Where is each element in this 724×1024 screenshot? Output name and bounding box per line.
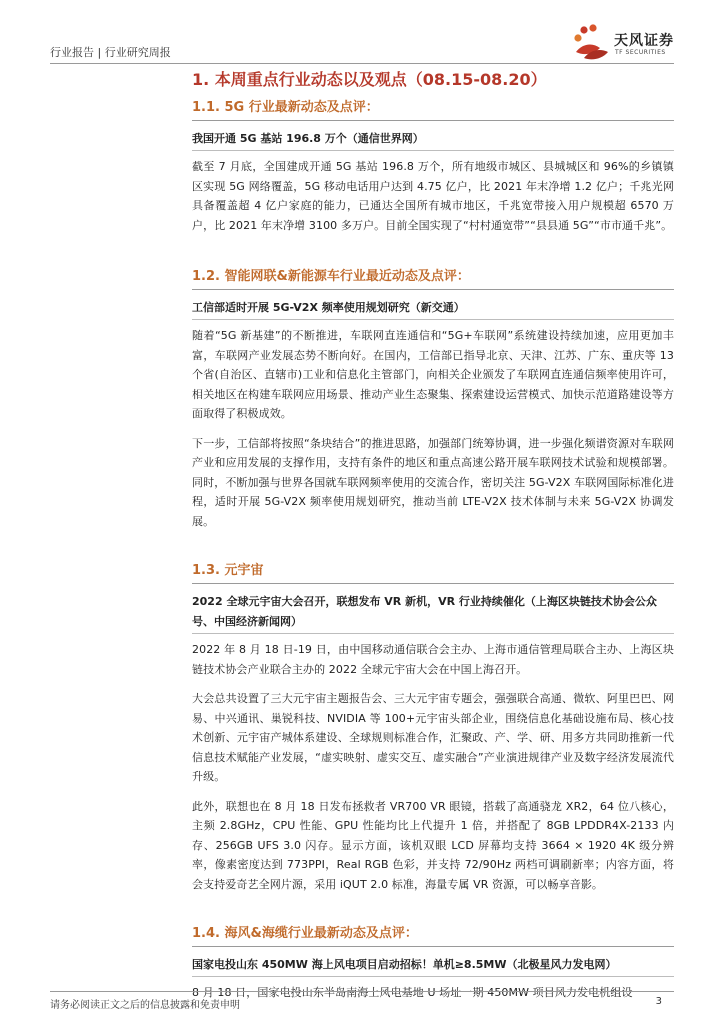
header-divider — [50, 63, 674, 64]
brand-name-en: TF SECURITIES — [615, 49, 666, 56]
news-headline-metaverse: 2022 全球元宇宙大会召开，联想发布 VR 新机，VR 行业持续催化（上海区块链技术协会公众号、中国经济新闻网） — [192, 595, 657, 628]
paragraph-connected-vehicles-2: 下一步，工信部将按照“条块结合”的推进思路，加强部门统筹协调，进一步强化频谱资源对车联网产业和应用发展的支撑作用，支持有条件的地区和重点高速公路开展车联网技术试验和规模部署。同时，不断加强与世界各国就车联网频率使用的交流合作，密切关注 5G-V2X 车联网国际标准化进程，适时开展 5G-V2X 频率使用规划研究，推动当前 LTE-V2X 技术体制与未来 5G-V2X 协调发展。 — [192, 436, 674, 528]
paragraph-offshore-wind-1: 8 月 18 日，国家电投山东半岛南海上风电基地 U 场址一期 450MW 项目风力发电机组设 — [192, 986, 633, 999]
brand-name-cn: 天风证券 — [614, 33, 674, 49]
page-number: 3 — [655, 996, 662, 1007]
news-headline-5g: 我国开通 5G 基站 196.8 万个（通信世界网） — [192, 132, 424, 145]
section-title: 1. 本周重点行业动态以及观点（08.15-08.20） — [192, 70, 547, 89]
news-headline-offshore-wind: 国家电投山东 450MW 海上风电项目启动招标！单机≥8.5MW（北极星风力发电网） — [192, 958, 617, 971]
report-header-label: 行业报告 | 行业研究周报 — [50, 46, 171, 59]
paragraph-metaverse-1: 2022 年 8 月 18 日-19 日，由中国移动通信联合会主办、上海市通信管理局联合主办、上海区块链技术协会产业联合主办的 2022 全球元宇宙大会在中国上海召开。 — [192, 643, 674, 676]
subsection-title-offshore-wind: 1.4. 海风&海缆行业最新动态及点评： — [192, 926, 418, 941]
subsection-title-metaverse: 1.3. 元宇宙 — [192, 563, 264, 578]
subsection-title-5g: 1.1. 5G 行业最新动态及点评： — [192, 100, 379, 115]
paragraph-metaverse-2: 大会总共设置了三大元宇宙主题报告会、三大元宇宙专题会，强强联合高通、微软、阿里巴巴、网易、中兴通讯、巢锐科技、NVIDIA 等 100+元宇宙头部企业，围绕信息化基础设施布局、核心技术创新、元宇宙产城体系建设、全球规则标准合作，汇聚政、产、学、研、用多方共同助推新一代信息技术赋能产业发展，“虚实映射、虚实交互、虚实融合”产业演进规律产业及数字经济发展流代升级。 — [192, 692, 674, 783]
footer-divider — [50, 991, 674, 992]
paragraph-connected-vehicles-1: 随着“5G 新基建”的不断推进，车联网直连通信和“5G+车联网”系统建设持续加速，应用更加丰富，车联网产业发展态势不断向好。在国内，工信部已指导北京、天津、江苏、广东、重庆等 13 个省(自治区、直辖市)工业和信息化主管部门，向相关企业颁发了车联网直连通信频率使用许可，相关地区在构建车联网应用场景、推动产业生态聚集、探索建设运营模式、加快示范道路建设等方面取得了积极成效。 — [192, 329, 674, 420]
paragraph-metaverse-3: 此外，联想也在 8 月 18 日发布拯救者 VR700 VR 眼镜，搭载了高通骁龙 XR2，64 位八核心，主频 2.8GHz，CPU 性能、GPU 性能均比上代提升 1 倍，并搭配了 8GB LPDDR4X-2133 内存、256GB UFS 3.0 闪存。显示方面，该机双眼 LCD 屏幕均支持 3664 × 1920 4K 级分辨率，像素密度达到 773PPI，Real RGB 色彩，并支持 72/90Hz 两档可调刷新率；内容方面，将会支持爱奇艺全网片源，采用 iQUT 2.0 标准，海量专属 VR 资源，可以畅享音影。 — [192, 799, 674, 891]
paragraph-5g-1: 截至 7 月底，全国建成开通 5G 基站 196.8 万个，所有地级市城区、县城城区和 96%的乡镇镇区实现 5G 网络覆盖，5G 移动电话用户达到 4.75 亿户，比 2021 年末净增 1.2 亿户；千兆光网具备覆盖超 4 亿户家庭的能力，已通达全国所有城市地区，千兆宽带接入用户规模超 6570 万户，比 2021 年末净增 3100 多万户。目前全国实现了“村村通宽带”“县县通 5G”“市市通千兆”。 — [192, 160, 674, 232]
news-headline-connected-vehicles: 工信部适时开展 5G-V2X 频率使用规划研究（新交通） — [192, 301, 465, 314]
subsection-title-connected-vehicles: 1.2. 智能网联&新能源车行业最近动态及点评： — [192, 269, 470, 284]
brand-logo — [570, 22, 680, 62]
report-body — [192, 68, 674, 1003]
brand-logo-icon — [570, 22, 614, 62]
disclaimer-note: 请务必阅读正文之后的信息披露和免责申明 — [50, 1000, 240, 1011]
